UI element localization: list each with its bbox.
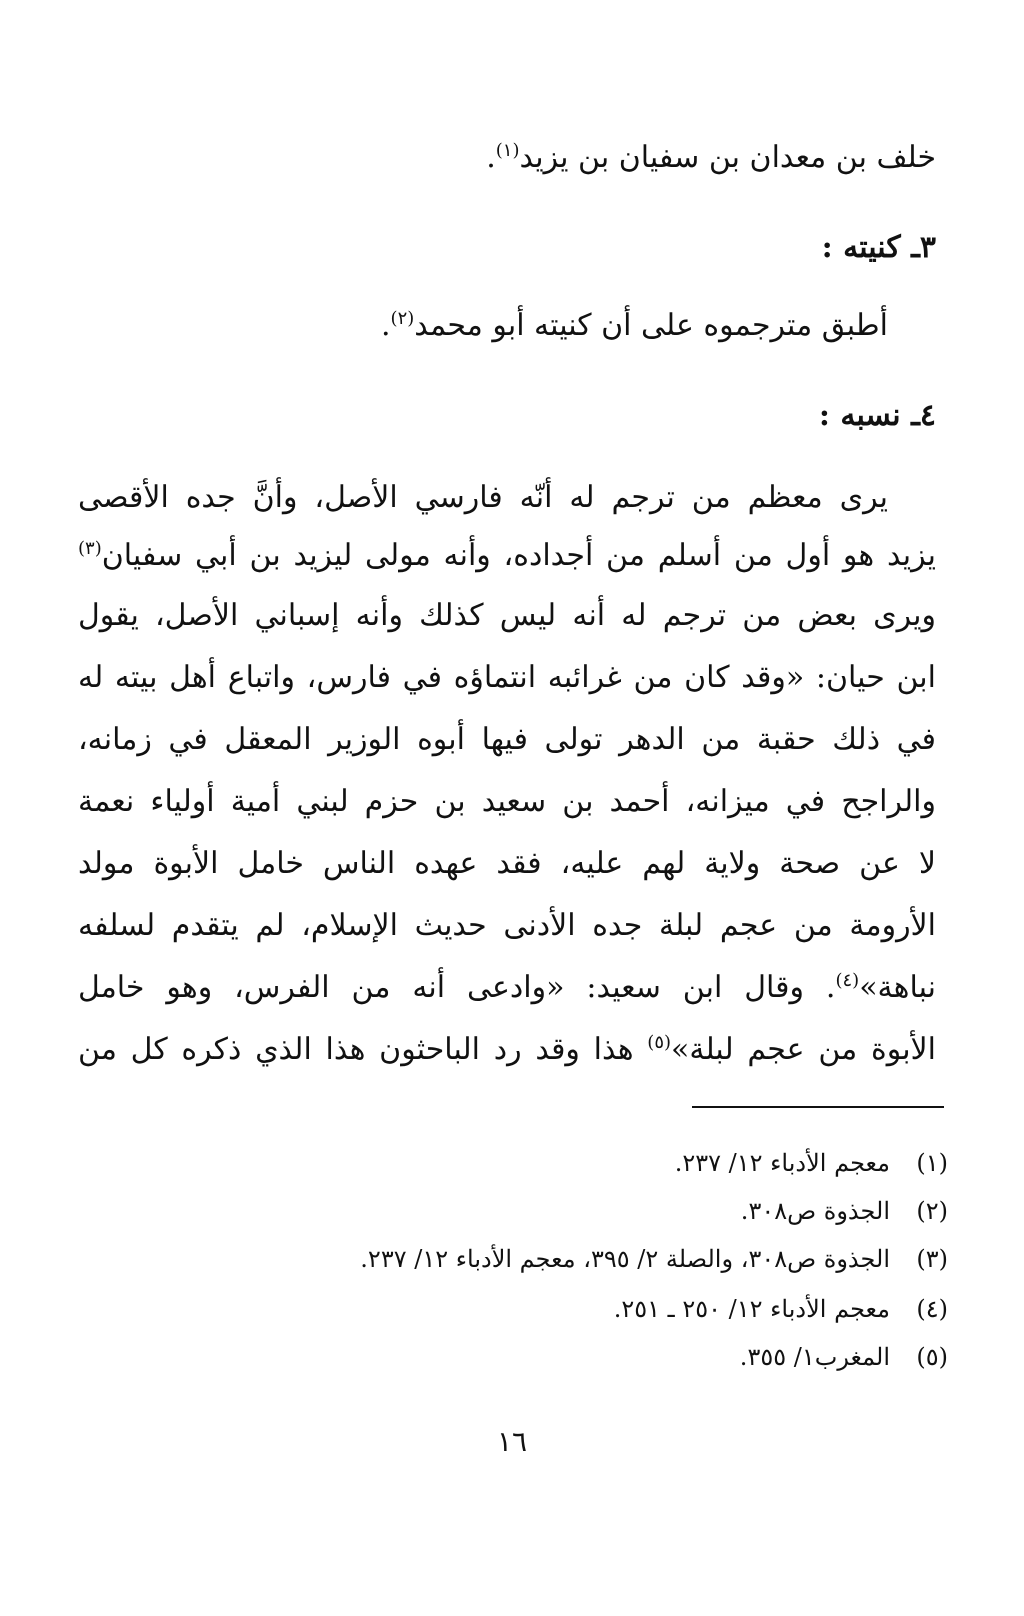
paragraph-line: ويرى بعض من ترجم له أنه ليس كذلك وأنه إسباني الأصل، يقول — [78, 598, 936, 633]
footnote-separator — [692, 1106, 944, 1108]
footnote-number: (٣) — [916, 1245, 948, 1273]
footnote-item — [78, 1242, 948, 1276]
page-number: ١٦ — [496, 1425, 528, 1458]
paragraph-line: الأرومة من عجم لبلة جده الأدنى حديث الإسلام، لم يتقدم لسلفه — [78, 908, 936, 943]
section3-end: . — [381, 308, 391, 343]
footnote-ref-2: (٢) — [390, 308, 415, 329]
footnote-item — [78, 1194, 948, 1228]
paragraph-line: الأبوة من عجم لبلة»$^{(٥)}$ هذا وقد رد الباحثون هذا الذي ذكره كل من — [78, 1032, 936, 1067]
section3-heading-text: ٣ـ كنيته : — [821, 230, 936, 265]
footnote-text: معجم الأدباء ١٢/ ٢٥٠ ـ ٢٥١. — [613, 1295, 890, 1323]
footnote-number: (٥) — [916, 1343, 948, 1371]
footnote-ref-4: (٤) — [835, 970, 860, 991]
section3-paragraph — [78, 306, 936, 346]
footnote-ref-5: (٥) — [647, 1032, 672, 1053]
section3-heading — [78, 228, 936, 268]
paragraph-line: في ذلك حقبة من الدهر تولى فيها أبوه الوزير المعقل في زمانه، — [78, 722, 936, 757]
paragraph-line: نباهة»$^{(٤)}$. وقال ابن سعيد: «وادعى أنه من الفرس، وهو خامل — [78, 970, 936, 1005]
footnote-text: الجذوة ص٣٠٨. — [740, 1197, 890, 1225]
footnote-number: (٢) — [916, 1197, 948, 1225]
footnote-item — [78, 1340, 948, 1374]
footnote-ref-1: (١) — [495, 140, 520, 161]
footnote-item — [78, 1292, 948, 1326]
section4-heading — [78, 396, 936, 436]
paragraph-line: ابن حيان: «وقد كان من غرائبه انتماؤه في فارس، واتباع أهل بيته له — [78, 660, 936, 695]
intro-text: خلف بن معدان بن سفيان بن يزيد — [519, 140, 936, 175]
intro-line — [78, 138, 936, 178]
footnote-item — [78, 1146, 948, 1180]
footnote-number: (٤) — [916, 1295, 948, 1323]
footnote-ref-3: (٣) — [78, 538, 102, 559]
footnote-text: الجذوة ص٣٠٨، والصلة ٢/ ٣٩٥، معجم الأدباء ١٢/ ٢٣٧. — [360, 1245, 890, 1273]
paragraph-line: لا عن صحة ولاية لهم عليه، فقد عهده الناس خامل الأبوة مولد — [78, 846, 936, 881]
intro-end: . — [486, 140, 496, 175]
paragraph-line: يزيد هو أول من أسلم من أجداده، وأنه مولى ليزيد بن أبي سفيان$^{(٣)}$ — [78, 538, 936, 573]
paragraph-line: والراجح في ميزانه، أحمد بن سعيد بن حزم لبني أمية أولياء نعمة — [78, 784, 936, 819]
footnote-number: (١) — [916, 1149, 948, 1177]
footnote-text: معجم الأدباء ١٢/ ٢٣٧. — [674, 1149, 890, 1177]
section4-heading-text: ٤ـ نسبه : — [818, 398, 936, 433]
section3-text: أطبق مترجموه على أن كنيته أبو محمد — [414, 308, 888, 343]
paragraph-line: يرى معظم من ترجم له أنّه فارسي الأصل، وأنَّ جده الأقصى — [78, 480, 888, 515]
footnote-text: المغرب١/ ٣٥٥. — [739, 1343, 890, 1371]
